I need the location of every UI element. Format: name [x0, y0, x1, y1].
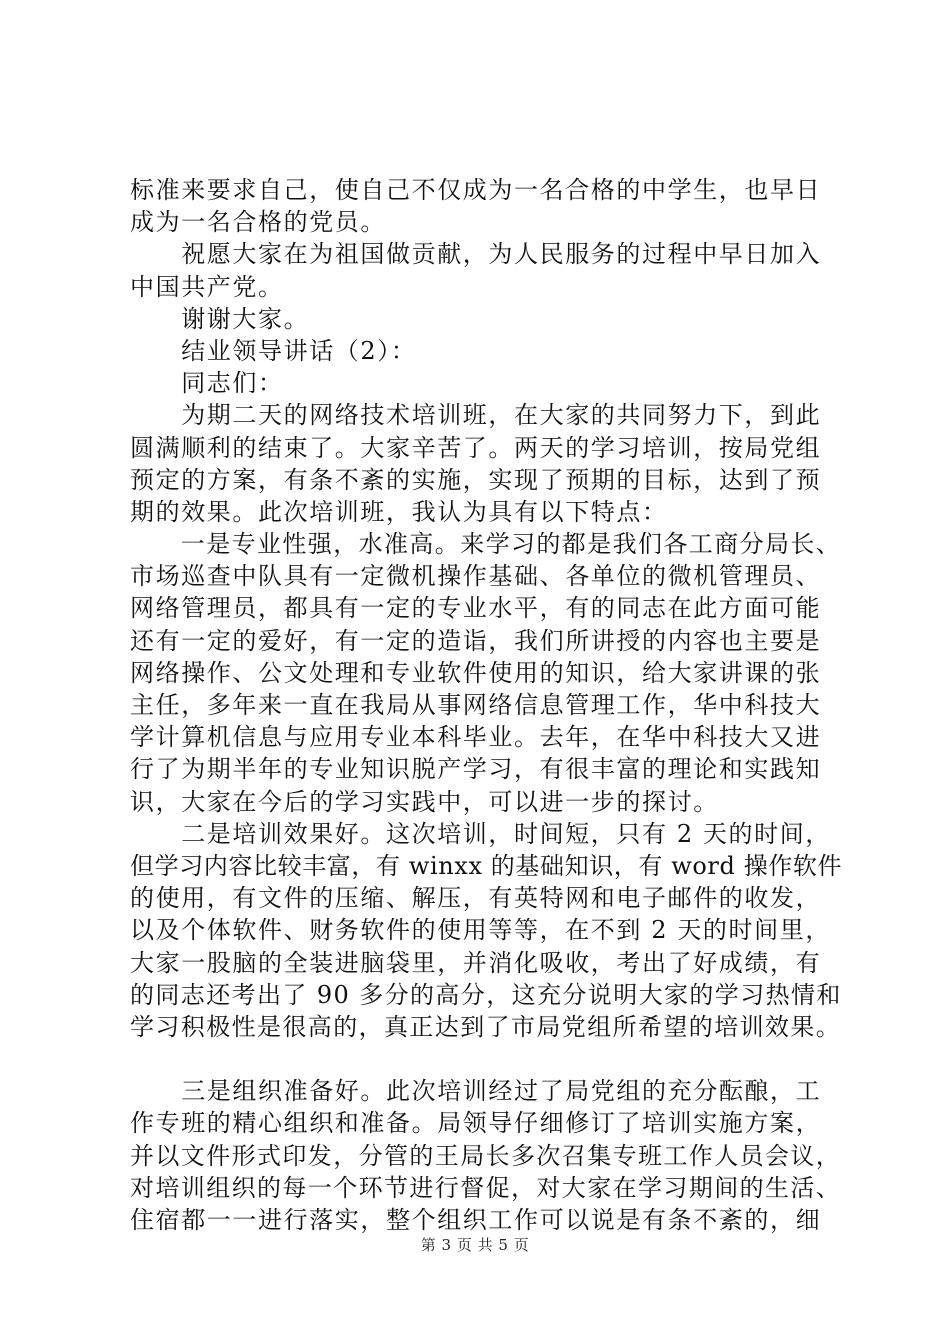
text-line: 大家一股脑的全装进脑袋里，并消化吸收，考出了好成绩，有 — [130, 948, 822, 977]
text-line: 以及个体软件、财务软件的使用等等，在不到 2 天的时间里， — [130, 916, 831, 945]
text-line: 标准来要求自己，使自己不仅成为一名合格的中学生，也早日 — [130, 176, 822, 204]
text-line: 但学习内容比较丰富，有 winxx 的基础知识，有 word 操作软件 — [130, 851, 843, 880]
text-line: 行了为期半年的专业知识脱产学习，有很丰富的理论和实践知 — [130, 755, 822, 784]
text-line: 主任，多年来一直在我局从事网络信息管理工作，华中科技大 — [130, 691, 822, 719]
text-line: 结业领导讲话（2）： — [130, 336, 417, 365]
text-line: 学计算机信息与应用专业本科毕业。去年，在华中科技大又进 — [130, 723, 822, 752]
text-line: 中国共产党。 — [130, 272, 284, 301]
text-line: 并以文件形式印发，分管的王局长多次召集专班工作人员会议， — [130, 1141, 842, 1170]
text-line: 二是培训效果好。这次培训，时间短，只有 2 天的时间， — [130, 819, 831, 848]
text-line: 期的效果。此次培训班，我认为具有以下特点： — [130, 497, 668, 526]
document-body — [130, 174, 842, 1236]
text-line: 识，大家在今后的学习实践中，可以进一步的探讨。 — [130, 787, 719, 816]
text-line: 一是专业性强，水准高。来学习的都是我们各工商分局长、 — [130, 530, 842, 559]
text-line: 还有一定的爱好，有一定的造诣，我们所讲授的内容也主要是 — [130, 626, 822, 655]
text-line: 成为一名合格的党员。 — [130, 208, 386, 237]
text-line: 为期二天的网络技术培训班，在大家的共同努力下，到此 — [130, 401, 822, 430]
text-line: 网络操作、公文处理和专业软件使用的知识，给大家讲课的张 — [130, 658, 822, 687]
text-line: 对培训组织的每一个环节进行督促，对大家在学习期间的生活、 — [130, 1173, 842, 1202]
text-line: 预定的方案，有条不紊的实施，实现了预期的目标，达到了预 — [130, 465, 822, 494]
text-line: 同志们： — [130, 369, 284, 398]
page-footer — [0, 1234, 950, 1255]
text-line: 住宿都一一进行落实，整个组织工作可以说是有条不紊的，细 — [130, 1206, 822, 1234]
text-line: 三是组织准备好。此次培训经过了局党组的充分酝酿，工 — [130, 1077, 822, 1106]
text-line: 祝愿大家在为祖国做贡献，为人民服务的过程中早日加入 — [130, 240, 822, 269]
text-line: 网络管理员，都具有一定的专业水平，有的同志在此方面可能 — [130, 594, 822, 623]
text-line: 谢谢大家。 — [130, 304, 310, 333]
text-line: 圆满顺利的结束了。大家辛苦了。两天的学习培训，按局党组 — [130, 433, 822, 462]
text-line: 学习积极性是很高的，真正达到了市局党组所希望的培训效果。 — [130, 1012, 842, 1041]
text-line: 市场巡查中队具有一定微机操作基础、各单位的微机管理员、 — [130, 562, 822, 591]
text-line: 的同志还考出了 90 多分的高分，这充分说明大家的学习热情和 — [130, 980, 842, 1009]
paragraph-gap — [130, 1043, 842, 1075]
page-number-label: 第 3 页 共 5 页 — [420, 1236, 530, 1254]
text-line: 作专班的精心组织和准备。局领导仔细修订了培训实施方案， — [130, 1109, 822, 1138]
text-line: 的使用，有文件的压缩、解压，有英特网和电子邮件的收发， — [130, 884, 822, 913]
